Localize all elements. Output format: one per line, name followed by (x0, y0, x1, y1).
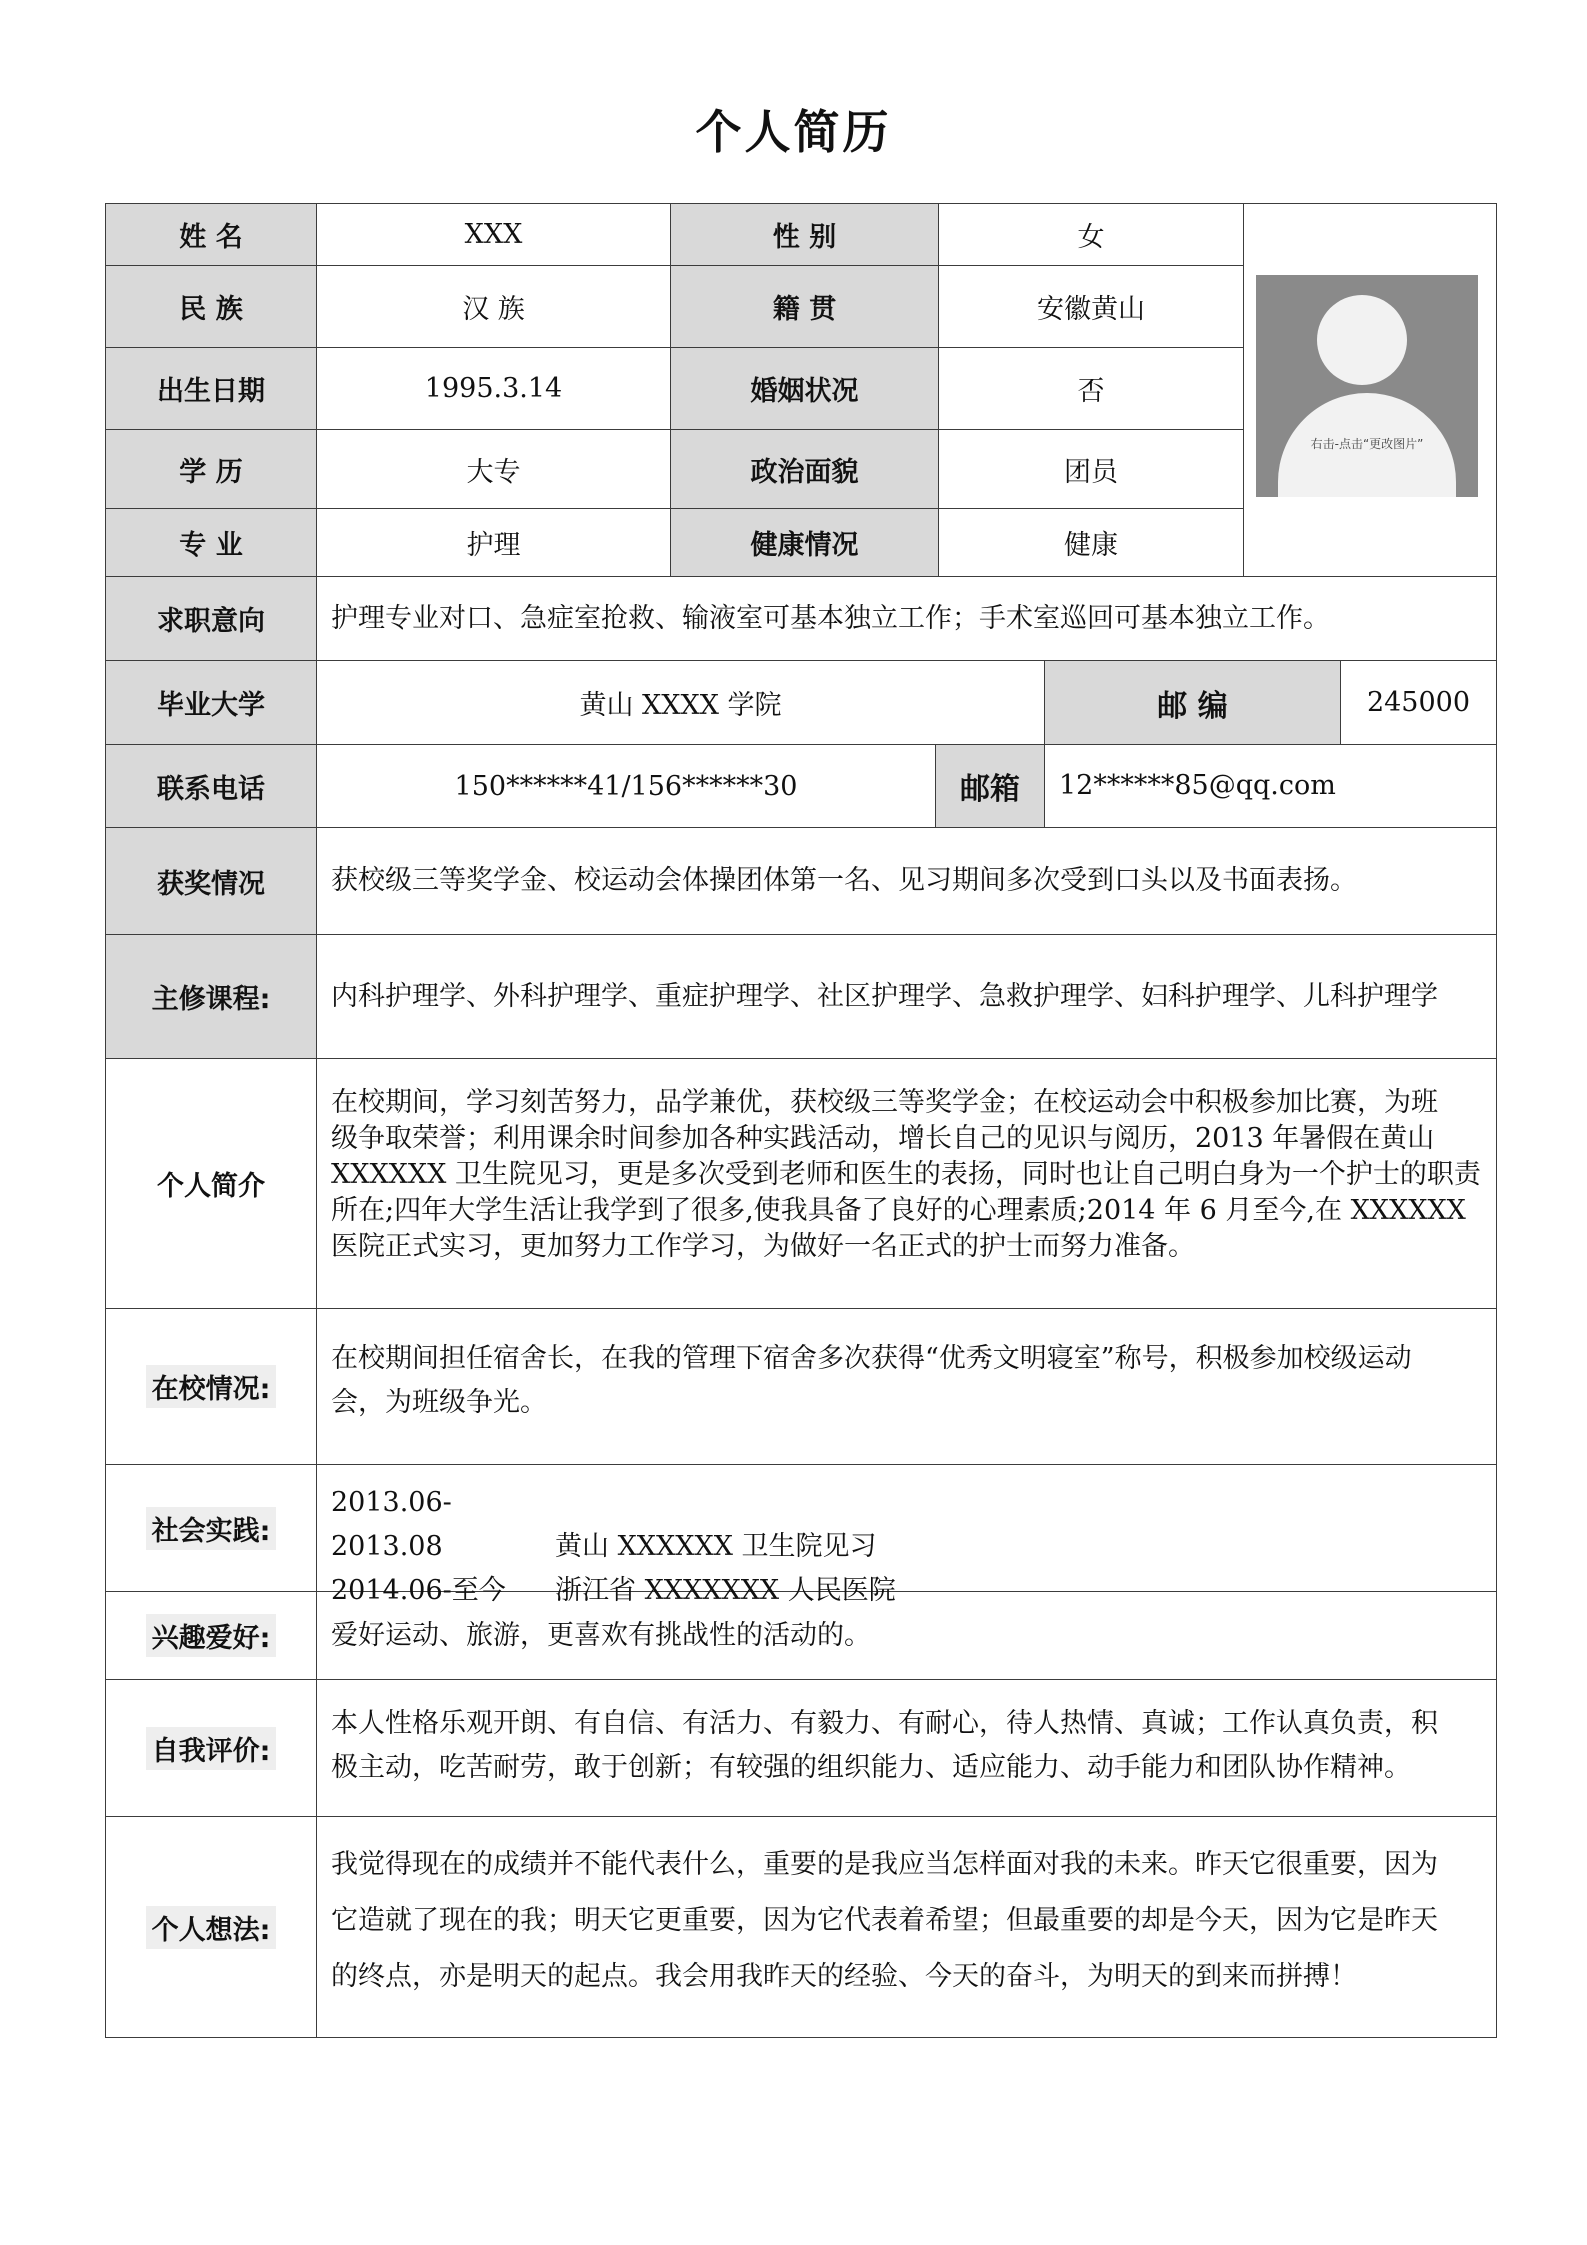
major-value[interactable]: 护理 (317, 509, 671, 577)
thoughts-line: 它造就了现在的我；明天它更重要，因为它代表着希望；但最重要的却是今天，因为它是昨天 (331, 1905, 1438, 1936)
marital-value[interactable]: 否 (939, 348, 1244, 430)
origin-label: 籍 贯 (671, 266, 939, 348)
phone-value[interactable]: 150******41/156******30 (317, 745, 936, 828)
university-value[interactable]: 黄山 XXXX 学院 (317, 661, 1045, 745)
hobbies-label (106, 1592, 317, 1680)
profile-line: 所在;四年大学生活让我学到了很多,使我具备了良好的心理素质;2014 年 6 月至今,在 XXXXXX (331, 1195, 1466, 1226)
profile-label-text: 个人简介 (157, 1171, 265, 1202)
email-value[interactable]: 12******85@qq.com (1045, 745, 1497, 828)
name-label: 姓 名 (106, 204, 317, 266)
health-value[interactable]: 健康 (939, 509, 1244, 577)
ethnicity-label: 民 族 (106, 266, 317, 348)
profile-line: 医院正式实习，更加努力工作学习，为做好一名正式的护士而努力准备。 (331, 1231, 1195, 1262)
courses-value[interactable]: 内科护理学、外科护理学、重症护理学、社区护理学、急救护理学、妇科护理学、儿科护理学 (317, 935, 1497, 1059)
courses-label: 主修课程: (106, 935, 317, 1059)
awards-label: 获奖情况 (106, 828, 317, 935)
photo-placeholder[interactable] (1256, 275, 1478, 497)
thoughts-value[interactable] (317, 1817, 1497, 2038)
campus-line: 在校期间担任宿舍长，在我的管理下宿舍多次获得“优秀文明寝室”称号，积极参加校级运动 (331, 1343, 1412, 1374)
thoughts-label-text: 个人想法: (146, 1906, 277, 1949)
postcode-label: 邮 编 (1045, 661, 1341, 745)
self-eval-value[interactable] (317, 1680, 1497, 1817)
ethnicity-value[interactable]: 汉 族 (317, 266, 671, 348)
intent-label: 求职意向 (106, 577, 317, 661)
page-title: 个人简历 (695, 105, 892, 159)
campus-line: 会，为班级争光。 (331, 1387, 547, 1418)
political-label: 政治面貌 (671, 430, 939, 509)
profile-line: XXXXXX 卫生院见习，更是多次受到老师和医生的表扬，同时也让自己明白身为一个护士的职责 (331, 1159, 1481, 1190)
profile-line: 在校期间，学习刻苦努力，品学兼优，获校级三等奖学金；在校运动会中积极参加比赛，为班 (331, 1087, 1438, 1118)
profile-line: 级争取荣誉；利用课余时间参加各种实践活动，增长自己的见识与阅历，2013 年暑假在黄山 (331, 1123, 1435, 1154)
education-value[interactable]: 大专 (317, 430, 671, 509)
gender-value[interactable]: 女 (939, 204, 1244, 266)
thoughts-line: 的终点，亦是明天的起点。我会用我昨天的经验、今天的奋斗，为明天的到来而拼搏！ (331, 1961, 1357, 1992)
self-eval-line: 极主动，吃苦耐劳，敢于创新；有较强的组织能力、适应能力、动手能力和团队协作精神。 (331, 1752, 1411, 1783)
birth-value[interactable]: 1995.3.14 (317, 348, 671, 430)
resume-table (105, 203, 1497, 2038)
practice-label (106, 1465, 317, 1592)
education-label: 学 历 (106, 430, 317, 509)
self-eval-label-text: 自我评价: (146, 1727, 277, 1770)
hobbies-value[interactable]: 爱好运动、旅游，更喜欢有挑战性的活动的。 (317, 1592, 1497, 1680)
profile-label (106, 1059, 317, 1309)
health-label: 健康情况 (671, 509, 939, 577)
practice-period: 2014.06-至今 (331, 1575, 506, 1606)
practice-item (331, 1481, 877, 1569)
phone-label: 联系电话 (106, 745, 317, 828)
profile-value[interactable] (317, 1059, 1497, 1309)
email-label: 邮箱 (936, 745, 1045, 828)
campus-label (106, 1309, 317, 1465)
hobbies-label-text: 兴趣爱好: (146, 1614, 277, 1657)
campus-label-text: 在校情况: (146, 1365, 277, 1408)
thoughts-label (106, 1817, 317, 2038)
gender-label: 性 别 (671, 204, 939, 266)
campus-value[interactable] (317, 1309, 1497, 1465)
practice-desc: 浙江省 XXXXXXX 人民医院 (555, 1575, 896, 1606)
major-label: 专 业 (106, 509, 317, 577)
birth-label: 出生日期 (106, 348, 317, 430)
postcode-value[interactable]: 245000 (1341, 661, 1497, 745)
university-label: 毕业大学 (106, 661, 317, 745)
name-value[interactable]: XXX (317, 204, 671, 266)
self-eval-label (106, 1680, 317, 1817)
thoughts-line: 我觉得现在的成绩并不能代表什么，重要的是我应当怎样面对我的未来。昨天它很重要，因为 (331, 1849, 1438, 1880)
political-value[interactable]: 团员 (939, 430, 1244, 509)
marital-label: 婚姻状况 (671, 348, 939, 430)
self-eval-line: 本人性格乐观开朗、有自信、有活力、有毅力、有耐心，待人热情、真诚；工作认真负责，积 (331, 1708, 1438, 1739)
origin-value[interactable]: 安徽黄山 (939, 266, 1244, 348)
practice-value[interactable] (317, 1465, 1497, 1606)
practice-label-text: 社会实践: (146, 1507, 277, 1550)
avatar-head-icon (1317, 295, 1407, 385)
practice-period: 2013.06-2013.08 (331, 1487, 452, 1562)
awards-value[interactable]: 获校级三等奖学金、校运动会体操团体第一名、见习期间多次受到口头以及书面表扬。 (317, 828, 1497, 935)
practice-desc: 黄山 XXXXXX 卫生院见习 (555, 1531, 877, 1562)
intent-value[interactable]: 护理专业对口、急症室抢救、输液室可基本独立工作；手术室巡回可基本独立工作。 (317, 577, 1497, 661)
photo-caption: 右击-点击“更改图片” (1310, 437, 1424, 451)
photo-cell (1244, 204, 1497, 577)
